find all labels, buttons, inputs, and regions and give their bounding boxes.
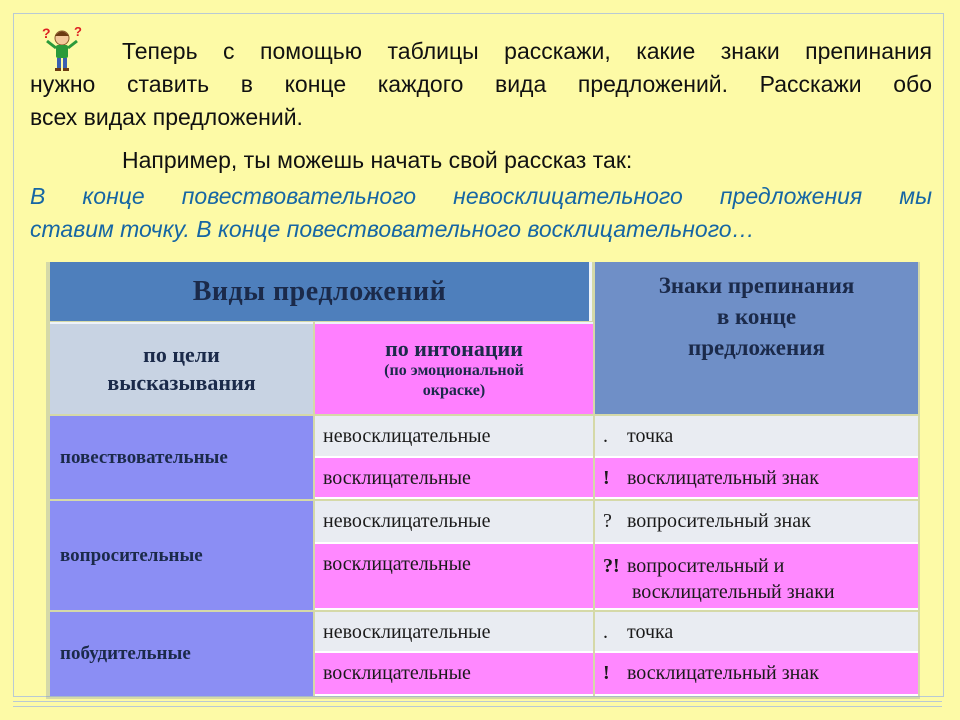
sign-name-continued: восклицательный знаки	[632, 581, 835, 603]
sign-name: восклицательный знак	[627, 662, 819, 684]
punctuation-sign: !	[603, 467, 610, 489]
subheader-purpose	[50, 322, 313, 414]
sign-cell	[595, 501, 918, 544]
intonation-cell: восклицательные	[315, 544, 593, 610]
header-signs-line-3: предложения	[688, 335, 825, 360]
intro-line-3: всех видах предложений.	[30, 104, 303, 130]
sign-cell	[595, 653, 918, 696]
table-header-signs	[595, 262, 918, 414]
svg-text:?: ?	[42, 25, 51, 41]
intonation-cell: восклицательные	[315, 458, 593, 499]
svg-text:?: ?	[74, 24, 82, 39]
sign-name: вопросительный и	[627, 555, 785, 577]
row-type-declarative: повествовательные	[50, 416, 313, 499]
sign-name: точка	[627, 621, 674, 643]
header-signs-line-2: в конце	[716, 304, 797, 329]
intonation-cell: невосклицательные	[315, 416, 593, 458]
sign-name: восклицательный знак	[627, 467, 819, 489]
row-type-interrogative: вопросительные	[50, 501, 313, 610]
sign-cell	[595, 416, 918, 458]
subheader-intonation	[315, 322, 593, 414]
sign-cell	[595, 612, 918, 653]
italic-line-2: ставим точку. В конце повествовательного восклицательного…	[30, 216, 755, 242]
header-signs-line-1: Знаки препинания	[658, 273, 855, 298]
punctuation-sign: .	[603, 425, 608, 447]
intro-line-1: Теперь с помощью таблицы расскажи, какие знаки препинания	[122, 38, 932, 64]
table-header-main: Виды предложений	[50, 262, 592, 321]
row-type-imperative: побудительные	[50, 612, 313, 696]
subheader-purpose-line-2: высказывания	[107, 370, 256, 395]
italic-line-1: В конце повествовательного невосклицательного предложения мы	[30, 183, 932, 209]
intonation-cell: невосклицательные	[315, 501, 593, 544]
subheader-intonation-note-1: (по эмоциональной	[384, 362, 524, 379]
punctuation-sign: !	[603, 662, 610, 684]
punctuation-sign: .	[603, 621, 608, 643]
frame-line-bottom-2	[13, 706, 942, 707]
subheader-purpose-line-1: по цели	[143, 342, 220, 367]
example-italic-text	[30, 180, 932, 246]
intonation-cell: восклицательные	[315, 653, 593, 696]
sign-cell	[595, 458, 918, 499]
intonation-cell: невосклицательные	[315, 612, 593, 653]
sign-cell	[595, 544, 918, 610]
punctuation-sign: ?	[603, 510, 612, 532]
intro-paragraph	[30, 35, 932, 134]
punctuation-sign: ?!	[603, 555, 620, 577]
intro-line-2: нужно ставить в конце каждого вида предложений. Расскажи обо	[30, 71, 932, 97]
subheader-intonation-title: по интонации	[385, 336, 523, 361]
subheader-intonation-note-2: окраске)	[422, 382, 486, 399]
frame-line-bottom-1	[13, 701, 942, 702]
sign-name: вопросительный знак	[627, 510, 811, 532]
sign-name: точка	[627, 425, 674, 447]
example-line: Например, ты можешь начать свой рассказ так:	[122, 147, 633, 173]
